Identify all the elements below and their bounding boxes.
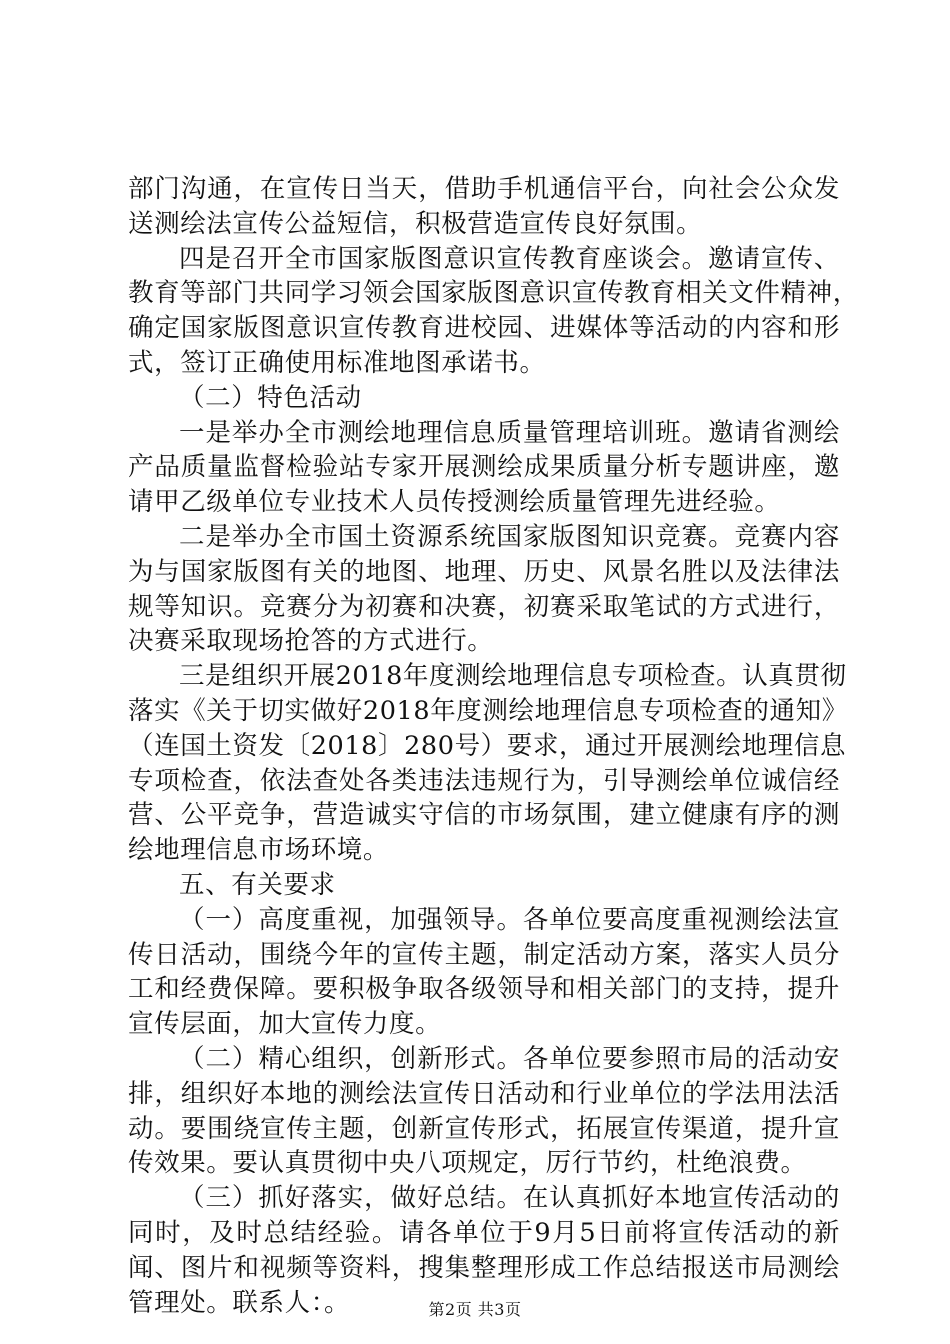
- text-line: （二）特色活动: [179, 382, 362, 413]
- text-line: 传效果。要认真贯彻中央八项规定，厉行节约，杜绝浪费。: [128, 1148, 807, 1179]
- text-line: 为与国家版图有关的地图、地理、历史、风景名胜以及法律法: [128, 556, 840, 587]
- text-line: 送测绘法宣传公益短信，积极营造宣传良好氛围。: [128, 208, 703, 239]
- text-line: 一是举办全市测绘地理信息质量管理培训班。邀请省测绘: [179, 417, 840, 448]
- text-line: 五、有关要求: [179, 869, 336, 900]
- text-line: 绘地理信息市场环境。: [128, 835, 390, 866]
- text-line: 请甲乙级单位专业技术人员传授测绘质量管理先进经验。: [128, 487, 781, 518]
- text-line: 管理处。联系人：。: [128, 1287, 351, 1318]
- text-line: 工和经费保障。要积极争取各级领导和相关部门的支持，提升: [128, 974, 840, 1005]
- text-line: 决赛采取现场抢答的方式进行。: [128, 626, 494, 657]
- text-line: （连国土资发〔2018〕280号）要求，通过开展测绘地理信息: [128, 730, 847, 761]
- page-footer: 第2页 共3页: [428, 1300, 522, 1319]
- text-line: 教育等部门共同学习领会国家版图意识宣传教育相关文件精神，: [128, 278, 859, 309]
- text-line: 部门沟通，在宣传日当天，借助手机通信平台，向社会公众发: [128, 174, 840, 204]
- text-line: 四是召开全市国家版图意识宣传教育座谈会。邀请宣传、: [179, 243, 840, 274]
- text-line: （二）精心组织，创新形式。各单位要参照市局的活动安: [179, 1043, 840, 1074]
- text-line: 闻、图片和视频等资料，搜集整理形成工作总结报送市局测绘: [128, 1252, 840, 1283]
- text-line: 专项检查，依法查处各类违法违规行为，引导测绘单位诚信经: [128, 765, 840, 796]
- document-body: [128, 172, 859, 1320]
- text-line: 营、公平竞争，营造诚实守信的市场氛围，建立健康有序的测: [128, 800, 840, 831]
- text-line: 同时，及时总结经验。请各单位于9月5日前将宣传活动的新: [128, 1217, 840, 1248]
- text-line: 宣传层面，加大宣传力度。: [128, 1009, 442, 1040]
- text-line: 式，签订正确使用标准地图承诺书。: [128, 347, 546, 378]
- text-line: 产品质量监督检验站专家开展测绘成果质量分析专题讲座，邀: [128, 452, 840, 483]
- text-line: 传日活动，围绕今年的宣传主题，制定活动方案，落实人员分: [128, 939, 840, 970]
- text-line: 规等知识。竞赛分为初赛和决赛，初赛采取笔试的方式进行，: [128, 591, 840, 622]
- text-line: 三是组织开展2018年度测绘地理信息专项检查。认真贯彻: [179, 661, 847, 692]
- text-line: 动。要围绕宣传主题，创新宣传形式，拓展宣传渠道，提升宣: [128, 1113, 840, 1144]
- text-line: 排，组织好本地的测绘法宣传日活动和行业单位的学法用法活: [128, 1078, 840, 1109]
- text-line: 落实《关于切实做好2018年度测绘地理信息专项检查的通知》: [128, 695, 848, 726]
- text-line: （三）抓好落实，做好总结。在认真抓好本地宣传活动的: [179, 1183, 840, 1214]
- text-line: （一）高度重视，加强领导。各单位要高度重视测绘法宣: [179, 904, 840, 935]
- text-line: 二是举办全市国土资源系统国家版图知识竞赛。竞赛内容: [179, 521, 840, 552]
- text-line: 确定国家版图意识宣传教育进校园、进媒体等活动的内容和形: [128, 313, 840, 344]
